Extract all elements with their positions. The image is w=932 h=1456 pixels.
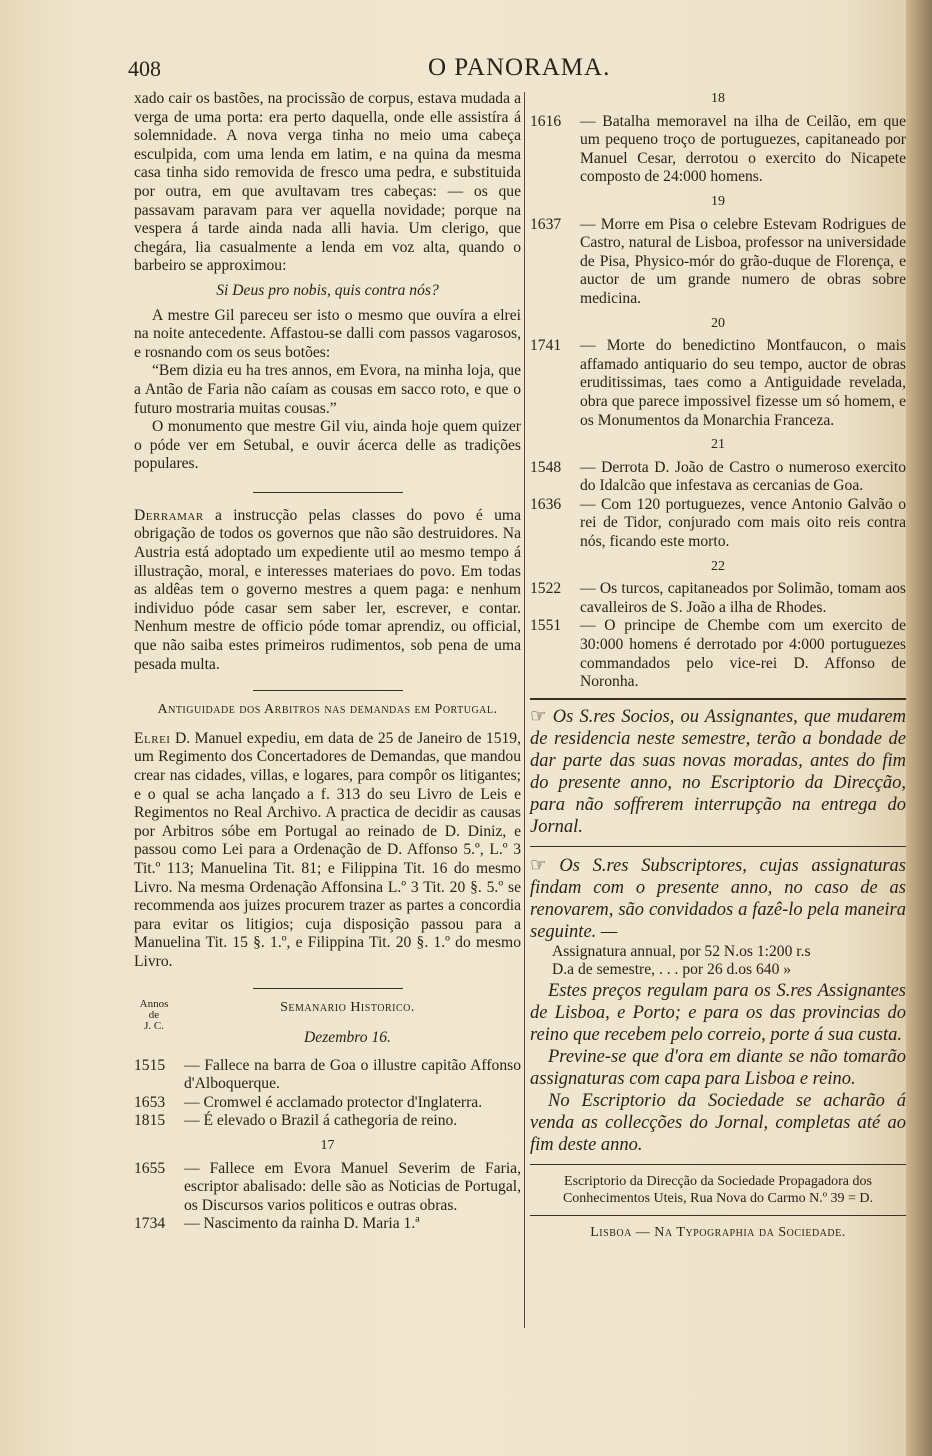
notice-subscriptores-text: Os S.res Subscriptores, cujas assignaturas findam com o presente anno, no caso de as renovarem, são convidados a fazê-lo pela maneira seguinte. —: [530, 855, 906, 942]
day-number: 19: [711, 193, 725, 209]
notice-socios: [530, 706, 906, 838]
history-entry: [134, 1112, 521, 1131]
entry-year: 1551: [530, 617, 562, 635]
entry-year: 1655: [134, 1159, 166, 1177]
entry-year: 1522: [530, 580, 562, 598]
price-annual: Assignatura annual, por 52 N.os 1:200 r.s: [552, 942, 811, 960]
history-entry: [530, 496, 906, 552]
entries-day-22: [530, 580, 906, 692]
entry-year: 1734: [134, 1215, 166, 1233]
section-divider: [253, 690, 403, 691]
day-number: 20: [711, 315, 725, 331]
entry-text: — Fallece em Evora Manuel Severim de Faria, escriptor abalisado: delle são as Noticias de Portugal, os Discursos varios politicos e outras obras.: [184, 1159, 521, 1214]
day-number: 22: [711, 558, 725, 574]
entry-text: — Cromwel é acclamado protector d'Inglaterra.: [184, 1093, 483, 1111]
notice-precos: Estes preços regulam para os S.res Assignantes de Lisboa, e Porto; e para os das provincias do reino que recebem pelo correio, porte á sua custa.: [530, 981, 906, 1045]
story-paragraph: A mestre Gil pareceu ser isto o mesmo que ouvíra a elrei na noite antecedente. Affastou-se dalli com passos vagarosos, e rosnando com os seus botões:: [134, 306, 521, 361]
story-paragraph: O monumento que mestre Gil viu, ainda hoje quem quizer o póde ver em Setubal, e ouvir ácerca delle as tradições populares.: [134, 418, 521, 473]
journal-title: O PANORAMA.: [428, 54, 611, 81]
entry-year: 1548: [530, 458, 562, 476]
entry-text: — Derrota D. João de Castro o numeroso exercito do Idalcão que infestava as cercanias de Goa.: [580, 458, 906, 495]
entries-day-16: [134, 1057, 521, 1131]
history-entry: [530, 580, 906, 617]
day-number: 17: [320, 1137, 335, 1153]
section-heading: Semanario Historico.: [280, 999, 415, 1015]
entry-text: — É elevado o Brazil á cathegoria de reino.: [184, 1112, 458, 1130]
price-semester: D.a de semestre, . . . por 26 d.os 640 »: [552, 961, 792, 979]
story-continuation: xado cair os bastões, na procissão de corpus, estava mudada a verga de uma porta: era perto daquella, onde elle assistíra á solemnidade. A nova verga tinha no meio uma cabeça esculpida, com uma lenda em latim, e na quina da mesma casa tinha sido removida de fresco uma pedra, e substituida por outra, em que avultavam tres cabeças: — os que passavam paravam para ver aquella novidade; porque na vespera á tarde ainda nada alli havia. Um clerigo, que chegára, lia casualmente a lenda em voz alta, quando o barbeiro se approximou:: [134, 90, 521, 275]
entry-year: 1637: [530, 215, 562, 233]
notice-socios-text: Os S.res Socios, ou Assignantes, que mudarem de residencia neste semestre, terão a bondade de dar parte das suas novas moradas, antes do fim do presente anno, no Escriptorio da Direcção, para não soffrerem interrupção na entrega do Jornal.: [530, 706, 907, 837]
left-column: [134, 90, 521, 1234]
entry-text: — Fallece na barra de Goa o illustre capitão Affonso d'Alboquerque.: [184, 1056, 521, 1093]
story-paragraph: “Bem dizia eu ha tres annos, em Evora, na minha loja, que a Antão de Faria não caíam as cousas em sacco roto, e que o futuro mostraria muitas cousas.”: [134, 362, 521, 417]
entry-year: 1815: [134, 1112, 166, 1130]
binding-edge: [906, 0, 932, 1456]
page-header: [128, 52, 908, 86]
notice-subscriptores: [530, 855, 906, 943]
column-divider: [524, 92, 525, 1328]
history-entry: [530, 113, 906, 187]
history-entry: [134, 1057, 521, 1094]
entries-day-19: [530, 216, 906, 309]
education-text: a instrucção pelas classes do povo é uma obrigação de todos os governos que não são destruidores. Na Austria está adoptado um expediente util ao mesmo tempo á illustração, moral, e interesses materiaes do povo. Em todas as aldêas tem o governo mestres a quem paga: e nenhum individuo póde casar sem saber ler, escrever, e contar. Nenhum mestre de officio póde tomar aprendiz, ou official, que não saiba estes primeiros rudimentos, sob pena de uma pesada multa.: [134, 506, 521, 673]
right-column: [530, 90, 906, 1243]
pointing-hand-icon: ☞: [530, 855, 547, 876]
entry-text: — Morre em Pisa o celebre Estevam Rodrigues de Castro, natural de Lisboa, professor na universidade de Pisa, Physico-mór do grão-duque de Florença, e auctor de um grande numero de obras sobre medicina.: [580, 215, 906, 307]
entry-year: 1636: [530, 495, 562, 513]
imprint-divider: [530, 1215, 906, 1216]
notice-capa: Previne-se que d'ora em diante se não tomarão assignaturas com capa para Lisboa e reino.: [530, 1047, 906, 1089]
section-divider: [253, 492, 403, 493]
history-entry: [134, 1160, 521, 1216]
notice-divider: [530, 846, 906, 847]
arbitros-text: D. Manuel expediu, em data de 25 de Janeiro de 1519, um Regimento dos Concertadores de Demandas, que mandou crear nas cidades, villas, e logares, para compôr os litigantes; e o qual se acha lançado a f. 313 do seu Livro de Leis e Regimentos no Real Archivo. A practica de decidir as causas por Arbitros sóbe em Portugal ao reinado de D. Diniz, e passou como Lei para a Ordenação de D. Affonso 5.º, L.º 3 Tit.º 113; Manuelina Tit. 81; e Filippina Tit. 16 do mesmo Livro. Na mesma Ordenação Affonsina L.º 3 Tit. 20 §. 5.º se recommenda aos juizes procurem trazer as partes a concordia para evitar os litigios; cuja disposição passou para a Manuelina Tit. 15 §. 1.º, e Filippina Tit. 20 §. 1.º do mesmo Livro.: [134, 729, 521, 970]
entries-day-21: [530, 459, 906, 552]
history-entry: [134, 1094, 521, 1113]
day-number: 18: [711, 91, 725, 106]
history-entry: [530, 216, 906, 309]
semanario-header: [134, 999, 521, 1057]
pointing-hand-icon: ☞: [530, 706, 547, 727]
history-entry: [530, 617, 906, 691]
education-article: [134, 507, 521, 674]
page-number: 408: [128, 56, 161, 81]
latin-inscription: Si Deus pro nobis, quis contra nós?: [216, 281, 439, 299]
notice-colleccoes: No Escriptorio da Sociedade se acharão á venda as collecções do Jornal, completas até ao fim deste anno.: [530, 1091, 906, 1155]
footer-printer: Lisboa — Na Typographia da Sociedade.: [590, 1225, 846, 1240]
entry-text: — O principe de Chembe com um exercito de 30:000 homens é derrotado por 4:000 portuguezes commandados pelo vice-rei D. Affonso de Noronha.: [580, 617, 906, 691]
imprint: Escriptorio da Direcção da Sociedade Propagadora dos Conhecimentos Uteis, Rua Nova do Carmo N.º 39 = D.: [562, 1174, 874, 1206]
entry-text: — Morte do benedictino Montfaucon, o mais affamado antiquario do seu tempo, auctor de obras eruditissimas, taes como a Antiguidade revelada, obra que parece impossivel fizesse um só homem, e os Monumentos da Monarchia Franceza.: [580, 337, 906, 429]
entry-text: — Com 120 portuguezes, vence Antonio Galvão o rei de Tidor, conjurado com mais oito reis contra nós, ficando este morto.: [580, 495, 906, 551]
entry-text: — Nascimento da rainha D. Maria 1.ª: [184, 1215, 420, 1233]
arbitros-article: [134, 730, 521, 972]
entries-day-17: [134, 1160, 521, 1234]
history-entry: [134, 1215, 521, 1234]
history-entry: [530, 459, 906, 496]
lead-word: Elrei: [134, 729, 171, 747]
entries-day-20: [530, 337, 906, 430]
notice-divider: [530, 698, 906, 700]
entry-year: 1653: [134, 1093, 166, 1111]
section-date: Dezembro 16.: [304, 1029, 391, 1047]
entry-text: — Batalha memoravel na ilha de Ceilão, em que um pequeno troço de portuguezes, capitaneado por Manuel Cesar, derrotou o exercito do Nicapete composto de 24:000 homens.: [580, 112, 906, 186]
entry-year: 1515: [134, 1056, 166, 1074]
entry-year: 1741: [530, 337, 562, 355]
article-heading: Antiguidade dos Arbitros nas demandas em Portugal.: [157, 702, 498, 718]
section-divider: [253, 988, 403, 989]
imprint-divider: [530, 1164, 906, 1165]
history-entry: [530, 337, 906, 430]
lead-word: Derramar: [134, 506, 204, 524]
entry-text: — Os turcos, capitaneados por Solimão, tomam aos cavalleiros de S. João a ilha de Rhodes.: [580, 580, 906, 616]
entry-year: 1616: [530, 112, 562, 130]
day-number: 21: [711, 437, 725, 453]
years-label: Annos de J. C.: [139, 997, 169, 1032]
entries-day-18: [530, 113, 906, 187]
